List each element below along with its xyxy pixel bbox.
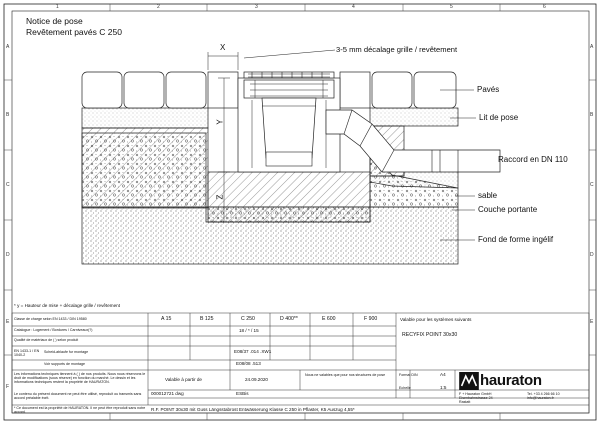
pavers-left: [82, 72, 206, 108]
company-street: Eisenbahnstrasse 24: [459, 396, 493, 400]
code-2: E08/08 .513: [236, 361, 261, 366]
grid-letter: F: [6, 384, 10, 390]
cross-section: [82, 50, 500, 264]
disclaimer: Les informations techniques tiennent à ( ) de nos produits. Nous nous réservons le droit de modifications (sous réserve) en fonction du marché. Le dessin et les informations techniques restent la propriété de HAURATON.: [14, 372, 146, 385]
class-e600: E 600: [322, 316, 336, 322]
grid-number: 6: [543, 4, 546, 10]
grid-letter: D: [590, 252, 594, 258]
hauraton-logo-mark: [459, 372, 479, 390]
document-title: Notice de pose: [26, 16, 83, 26]
grid-number: 2: [157, 4, 160, 10]
class-c250: C 250: [241, 316, 255, 322]
company-city: Rastatt: [459, 400, 471, 404]
catalogue-value: 18 / * / 15: [239, 328, 259, 333]
dimension-x-label: X: [220, 43, 226, 52]
footer-code: R.F. POINT 30x30 mit Guss Längsstabrost Entwässerung Klasse C 250 in Pflaster, K5 Auszug 4,55*: [151, 407, 355, 412]
class-a15: A 15: [161, 316, 172, 322]
class-b125: B 125: [200, 316, 214, 322]
scale-label: Echelle: [399, 386, 411, 390]
paver-left-of-grate: [208, 72, 238, 108]
grid-number: 5: [450, 4, 453, 10]
valid-system-label: Valable pour les systèmes suivants: [400, 317, 472, 322]
footnote: * y = Hauteur de mise + décalage grille / revêtement: [14, 303, 120, 308]
class-label: Classe de charge selon EN 1433 / DIN 19580: [14, 317, 87, 321]
grid-letter: A: [6, 44, 10, 50]
doc-number-2: ESBis: [236, 391, 249, 396]
row-c-label: Voir supports de montage: [44, 362, 85, 366]
grid-letter: B: [6, 112, 10, 118]
valid-from-date: 24.09.2020: [245, 377, 268, 382]
annotation-raccord: Raccord en DN 110: [498, 155, 568, 164]
grid-number: 1: [56, 4, 59, 10]
dimension-y-label: Y: [215, 119, 225, 125]
system-name: RECYFIX POINT 30x30: [402, 332, 458, 338]
format-value: A4: [440, 372, 446, 377]
company-name: F + Hauraton GmbH: [459, 392, 492, 396]
valid-from-label: Valable à partir de: [165, 377, 202, 382]
hauraton-logo-word: hauraton: [480, 372, 542, 389]
annotation-couche-portante: Couche portante: [478, 205, 538, 214]
grid-letter: E: [590, 319, 594, 325]
grid-number: 3: [255, 4, 258, 10]
silt-bucket: [262, 98, 316, 158]
format-label: Format DIN: [399, 373, 418, 377]
grid-number: 4: [352, 4, 355, 10]
catalogue-label: Catalogue : Logement / Bordures / Carniveaux(?): [14, 328, 93, 332]
class-d400: D 400**: [280, 316, 298, 322]
company-email: info@hauraton.fr: [527, 396, 554, 400]
copyright: * Ce document est la propriété de HAURATON. Il ne peut être reproduit sans notre accord.: [14, 406, 146, 415]
grid-letter: A: [590, 44, 594, 50]
doc-number: 000012721 dwg: [151, 391, 184, 396]
grid-letter: C: [590, 182, 594, 188]
annotation-lit-de-pose: Lit de pose: [479, 113, 519, 122]
annotation-paves: Pavés: [477, 85, 500, 94]
grid-letter: D: [6, 252, 10, 258]
company-tel: Tel. +33 4 266 66 10: [527, 392, 560, 396]
grid-letter: E: [6, 319, 10, 325]
quality-label: Qualité de matériaux de ( ) selon produit: [14, 338, 79, 342]
layer-lit-pose-left: [82, 108, 208, 128]
annotation-sable: sable: [478, 191, 498, 200]
grid-letter: B: [590, 112, 594, 118]
layer-concrete-left: [82, 128, 208, 208]
annotation-offset: 3-5 mm décalage grille / revêtement: [336, 45, 458, 54]
class-f900: F 900: [364, 316, 378, 322]
drain-upper-box: [244, 80, 334, 98]
disclaimer-2: Le contenu du présent document ne peut être utilisé, reproduit ou transmis sans accord préalable écrit.: [14, 392, 142, 401]
grid-letter: C: [6, 182, 10, 188]
row-b-label: Scheid-ablaufe fur montage: [44, 350, 89, 354]
paver-right-of-grate: [340, 72, 370, 108]
code-1: E08/37 .014 .XW1: [234, 349, 272, 354]
valid-for-note: Nous ne valables que pour nos structures de pose: [305, 373, 386, 377]
layer-lit-pose-right: [370, 108, 458, 126]
dimension-z-label: Z: [215, 194, 225, 200]
scale-value: 1:5: [440, 385, 447, 390]
document-subtitle: Revêtement pavés C 250: [26, 27, 122, 37]
bucket-base: [266, 152, 312, 166]
row-a-label: EN 1433-1 / EN 1040-2: [14, 349, 40, 358]
layer-concrete-bed: [208, 172, 370, 222]
annotation-fond-de-forme: Fond de forme ingélif: [478, 235, 554, 244]
